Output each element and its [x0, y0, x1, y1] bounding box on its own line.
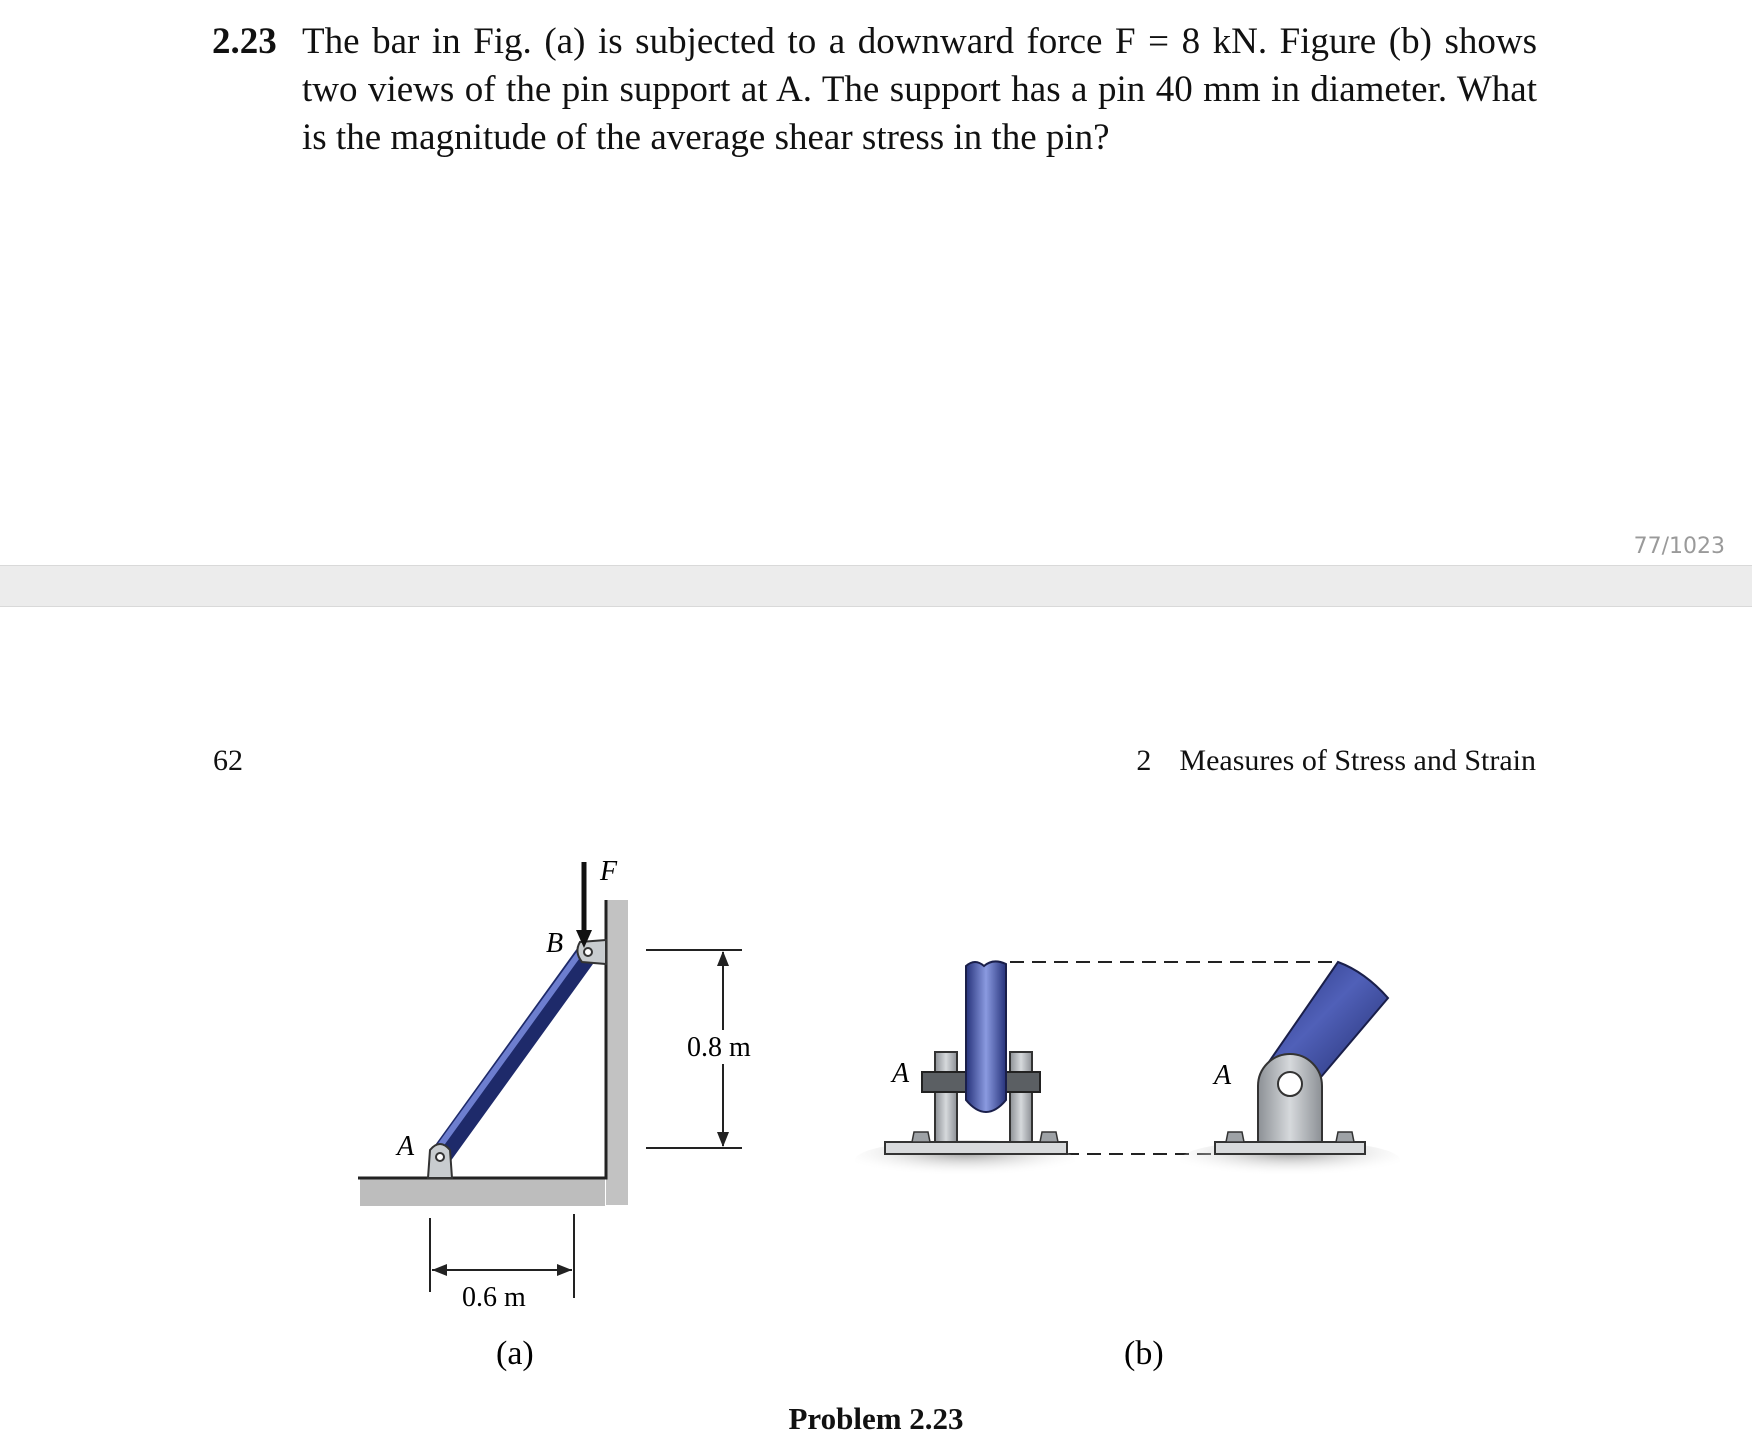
problem-number: 2.23: [212, 21, 277, 62]
dim-horizontal-label: 0.6 m: [462, 1282, 526, 1313]
front-view-lug-right: [1010, 1052, 1032, 1142]
dim-vertical-label: 0.8 m: [687, 1032, 751, 1063]
figure-b-sublabel: (b): [1124, 1335, 1164, 1372]
side-view-bolt-left: [1226, 1132, 1244, 1142]
page-counter: 77/1023: [1633, 534, 1725, 559]
side-view-point-a-label: A: [1214, 1060, 1232, 1091]
front-view-lug-left: [935, 1052, 957, 1142]
ground-shadow: [360, 1178, 605, 1206]
side-view-baseplate: [1215, 1142, 1365, 1154]
figure-a: [358, 856, 765, 1372]
pin-support-side-view: [1180, 962, 1400, 1180]
chapter-title: Measures of Stress and Strain: [1179, 744, 1536, 777]
problem-text: The bar in Fig. (a) is subjected to a downward force F = 8 kN. Figure (b) shows two views of the pin support at A. The support has a pin 40 mm in diameter. What is the magnitude of the average shear stress in the pin?: [302, 21, 1537, 158]
side-view-bolt-right: [1336, 1132, 1354, 1142]
side-view-lug: [1258, 1054, 1322, 1142]
pin-b: [584, 948, 592, 956]
front-view-bolt-right: [1040, 1132, 1058, 1142]
point-b-label: B: [546, 928, 564, 959]
wall-shadow: [606, 900, 628, 1205]
front-view-bolt-left: [912, 1132, 930, 1142]
side-view-pin: [1278, 1072, 1302, 1096]
figure-b: [855, 961, 1400, 1372]
dim-horizontal-arrow-right: [557, 1264, 572, 1276]
bar-ab: [440, 952, 588, 1157]
dim-vertical-arrow-top: [717, 951, 729, 966]
page-number: 62: [213, 744, 243, 777]
point-a-label: A: [397, 1131, 415, 1162]
dim-vertical-arrow-bottom: [717, 1132, 729, 1147]
force-label: F: [600, 856, 618, 887]
figure-caption: Problem 2.23: [788, 1401, 964, 1436]
bar-ab-highlight: [437, 947, 584, 1150]
pin-support-front-view: [855, 961, 1075, 1180]
chapter-number: 2: [1136, 744, 1152, 777]
pin-a: [436, 1153, 444, 1161]
wall-and-floor: [358, 900, 606, 1178]
dim-horizontal-arrow-left: [432, 1264, 447, 1276]
front-view-bar: [966, 961, 1006, 1112]
front-view-point-a-label: A: [892, 1058, 910, 1089]
front-view-baseplate: [885, 1142, 1067, 1154]
figure-a-sublabel: (a): [496, 1335, 534, 1372]
